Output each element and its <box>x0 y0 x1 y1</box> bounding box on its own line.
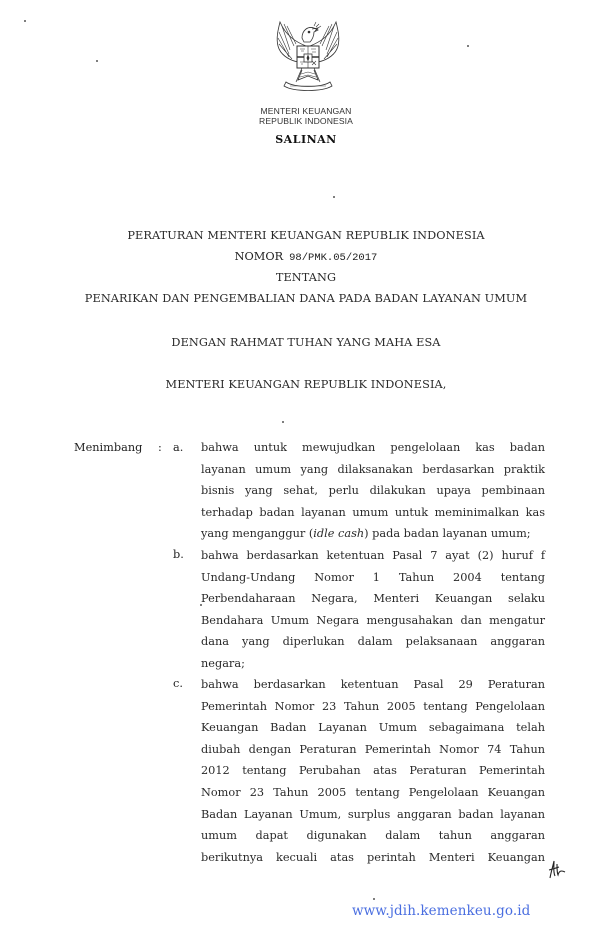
tentang-heading: TENTANG <box>275 271 337 284</box>
scan-speck <box>373 898 375 900</box>
text-line: Undang-Undang Nomor 1 Tahun 2004 tentang <box>201 570 545 584</box>
consideration-c <box>201 674 545 868</box>
item-marker-a: a. <box>173 441 184 454</box>
text-line: terhadap badan layanan umum untuk meminimalkan kas <box>201 505 545 519</box>
text-segment: ) pada badan layanan umum; <box>364 527 531 541</box>
text-line: bahwa berdasarkan ketentuan Pasal 29 Peraturan <box>201 678 545 691</box>
text-line: bahwa berdasarkan ketentuan Pasal 7 ayat (2) huruf f <box>201 549 545 562</box>
item-marker-c: c. <box>173 677 183 690</box>
text-segment: yang menganggur ( <box>201 527 314 541</box>
scan-speck <box>24 20 26 22</box>
text-line: Keuangan Badan Layanan Umum sebagaimana telah <box>201 721 545 735</box>
text-line: negara; <box>201 656 245 670</box>
nomor-label: NOMOR <box>234 250 284 263</box>
scan-speck <box>282 421 284 423</box>
issuer-line-2: REPUBLIK INDONESIA <box>259 116 353 126</box>
salinan-stamp: SALINAN <box>275 133 337 146</box>
nomor-value: 98/PMK.05/2017 <box>289 252 378 264</box>
scan-speck <box>333 196 335 198</box>
invocation: DENGAN RAHMAT TUHAN YANG MAHA ESA <box>171 336 441 349</box>
text-line: Bendahara Umum Negara mengusahakan dan mengatur <box>201 613 545 627</box>
text-line: dana yang diperlukan dalam pelaksanaan anggaran <box>201 635 545 649</box>
text-line <box>201 523 545 545</box>
scan-speck <box>96 60 98 62</box>
text-line: layanan umum yang dilaksanakan berdasarkan praktik <box>201 462 545 476</box>
garuda-emblem-icon <box>268 16 348 98</box>
paraf-signature-icon <box>545 858 567 880</box>
scan-speck <box>467 45 469 47</box>
italic-term: idle cash <box>313 527 365 541</box>
item-marker-b: b. <box>173 548 184 561</box>
jdih-website-link[interactable]: www.jdih.kemenkeu.go.id <box>352 903 531 919</box>
consideration-a <box>201 437 545 545</box>
text-line: Pemerintah Nomor 23 Tahun 2005 tentang Pengelolaan <box>201 699 545 713</box>
menimbang-label: Menimbang <box>74 441 143 454</box>
menimbang-colon: : <box>158 441 162 454</box>
text-line: bisnis yang sehat, perlu dilakukan upaya pembinaan <box>201 484 545 498</box>
text-line: diubah dengan Peraturan Pemerintah Nomor 74 Tahun <box>201 742 545 756</box>
authority-heading: MENTERI KEUANGAN REPUBLIK INDONESIA, <box>165 378 447 391</box>
regulation-subject: PENARIKAN DAN PENGEMBALIAN DANA PADA BADAN LAYANAN UMUM <box>84 292 528 305</box>
consideration-b <box>201 545 545 675</box>
regulation-title: PERATURAN MENTERI KEUANGAN REPUBLIK INDONESIA <box>127 229 485 242</box>
text-line: umum dapat digunakan dalam tahun anggaran <box>201 829 545 843</box>
text-line: bahwa untuk mewujudkan pengelolaan kas badan <box>201 441 545 454</box>
scan-speck <box>200 604 202 606</box>
issuer-line-1: MENTERI KEUANGAN <box>260 106 352 116</box>
text-line: Perbendaharaan Negara, Menteri Keuangan selaku <box>201 592 545 606</box>
text-line: berikutnya kecuali atas perintah Menteri Keuangan <box>201 850 545 864</box>
text-line: 2012 tentang Perubahan atas Peraturan Pemerintah <box>201 764 545 778</box>
text-line: Badan Layanan Umum, surplus anggaran badan layanan <box>201 807 545 821</box>
issuer-block <box>0 106 612 126</box>
text-line: Nomor 23 Tahun 2005 tentang Pengelolaan Keuangan <box>201 785 545 799</box>
regulation-number <box>0 250 612 264</box>
